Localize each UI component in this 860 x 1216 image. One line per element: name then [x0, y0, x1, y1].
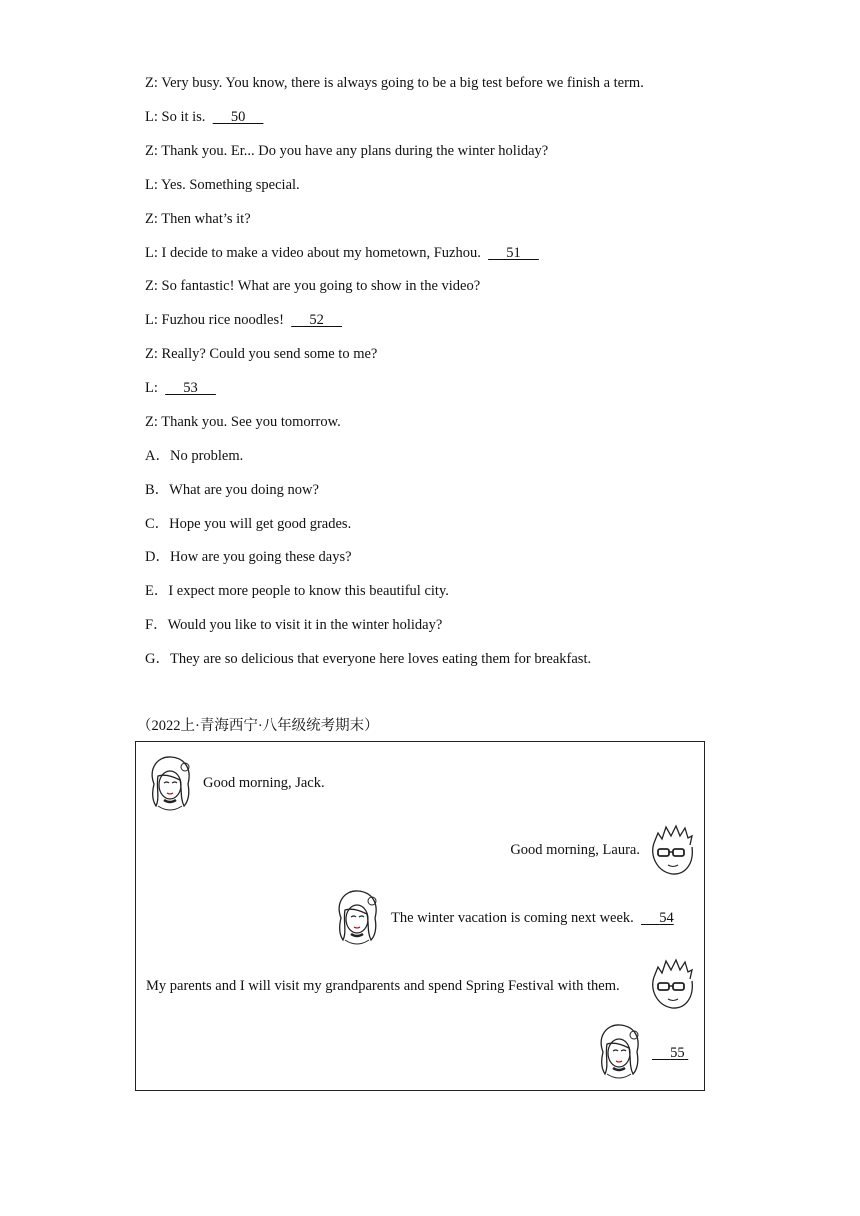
option-a: A．No problem.	[145, 448, 244, 464]
boy-avatar-icon	[646, 955, 700, 1013]
dialogue-line	[145, 277, 480, 295]
speaker-label: Z:	[145, 346, 162, 363]
option-e: E．I expect more people to know this beautiful city.	[145, 583, 449, 600]
dialogue-text: Very busy. You know, there is always going to be a big test before we finish a term.	[161, 75, 644, 91]
dialogue-line	[145, 74, 644, 92]
conversation-box	[135, 741, 705, 1091]
dialogue-text: Thank you. Er... Do you have any plans during the winter holiday?	[161, 142, 549, 159]
dialogue-text: Yes. Something special.	[160, 176, 300, 193]
option-g: G．They are so delicious that everyone here loves eating them for breakfast.	[145, 650, 592, 667]
dialogue-line	[145, 413, 341, 431]
speaker-label: L:	[145, 380, 162, 397]
dialogue-line	[145, 345, 377, 363]
girl-avatar-icon	[593, 1022, 645, 1080]
speaker-label: L:	[145, 108, 162, 125]
laura-vacation	[391, 909, 674, 927]
speaker-label: Z:	[145, 210, 162, 227]
girl-avatar-icon	[331, 888, 383, 946]
answer-blank: 53	[165, 380, 216, 397]
dialogue-text: Thank you. See you tomorrow.	[161, 414, 341, 430]
speaker-label: Z:	[145, 75, 162, 91]
speaker-label: L:	[145, 176, 161, 193]
girl-avatar-icon	[144, 754, 196, 812]
blank-54: 54	[659, 910, 674, 926]
dialogue-line	[145, 311, 342, 329]
answer-blank: 50	[212, 108, 264, 125]
dialogue-line	[145, 108, 263, 126]
speaker-label: Z:	[145, 414, 162, 430]
dialogue-text: So fantastic! What are you going to show in the video?	[161, 278, 481, 295]
option-c: C．Hope you will get good grades.	[145, 515, 352, 532]
question-source: （2022上·青海西宁·八年级统考期末）	[137, 718, 379, 734]
dialogue-text: So it is.	[161, 108, 206, 125]
dialogue-line	[145, 379, 216, 397]
option-b: B．What are you doing now?	[145, 481, 319, 498]
option-f: F．Would you like to visit it in the winter holiday?	[145, 617, 443, 633]
speaker-label: Z:	[145, 142, 162, 159]
dialogue-line	[145, 210, 251, 228]
answer-blank: 51	[488, 244, 539, 261]
dialogue-line	[145, 244, 539, 262]
dialogue-text: Then what’s it?	[161, 210, 251, 227]
speaker-label: L:	[145, 312, 162, 329]
dialogue-text: I decide to make a video about my hometown, Fuzhou.	[161, 244, 481, 261]
laura-greeting: Good morning, Jack.	[203, 775, 325, 791]
answer-blank: 52	[291, 312, 342, 329]
option-d: D．How are you going these days?	[145, 549, 352, 566]
speaker-label: Z:	[145, 278, 162, 295]
jack-plan: My parents and I will visit my grandparents and spend Spring Festival with them.	[146, 978, 620, 994]
speaker-label: L:	[145, 244, 162, 261]
dialogue-line	[145, 176, 300, 194]
blank-55: 55	[670, 1045, 685, 1061]
dialogue-line	[145, 142, 548, 160]
boy-avatar-icon	[646, 821, 700, 879]
dialogue-text: Fuzhou rice noodles!	[161, 312, 284, 329]
jack-greeting: Good morning, Laura.	[510, 842, 640, 858]
laura-vacation-text: The winter vacation is coming next week.	[391, 910, 634, 926]
dialogue-text: Really? Could you send some to me?	[161, 346, 378, 363]
